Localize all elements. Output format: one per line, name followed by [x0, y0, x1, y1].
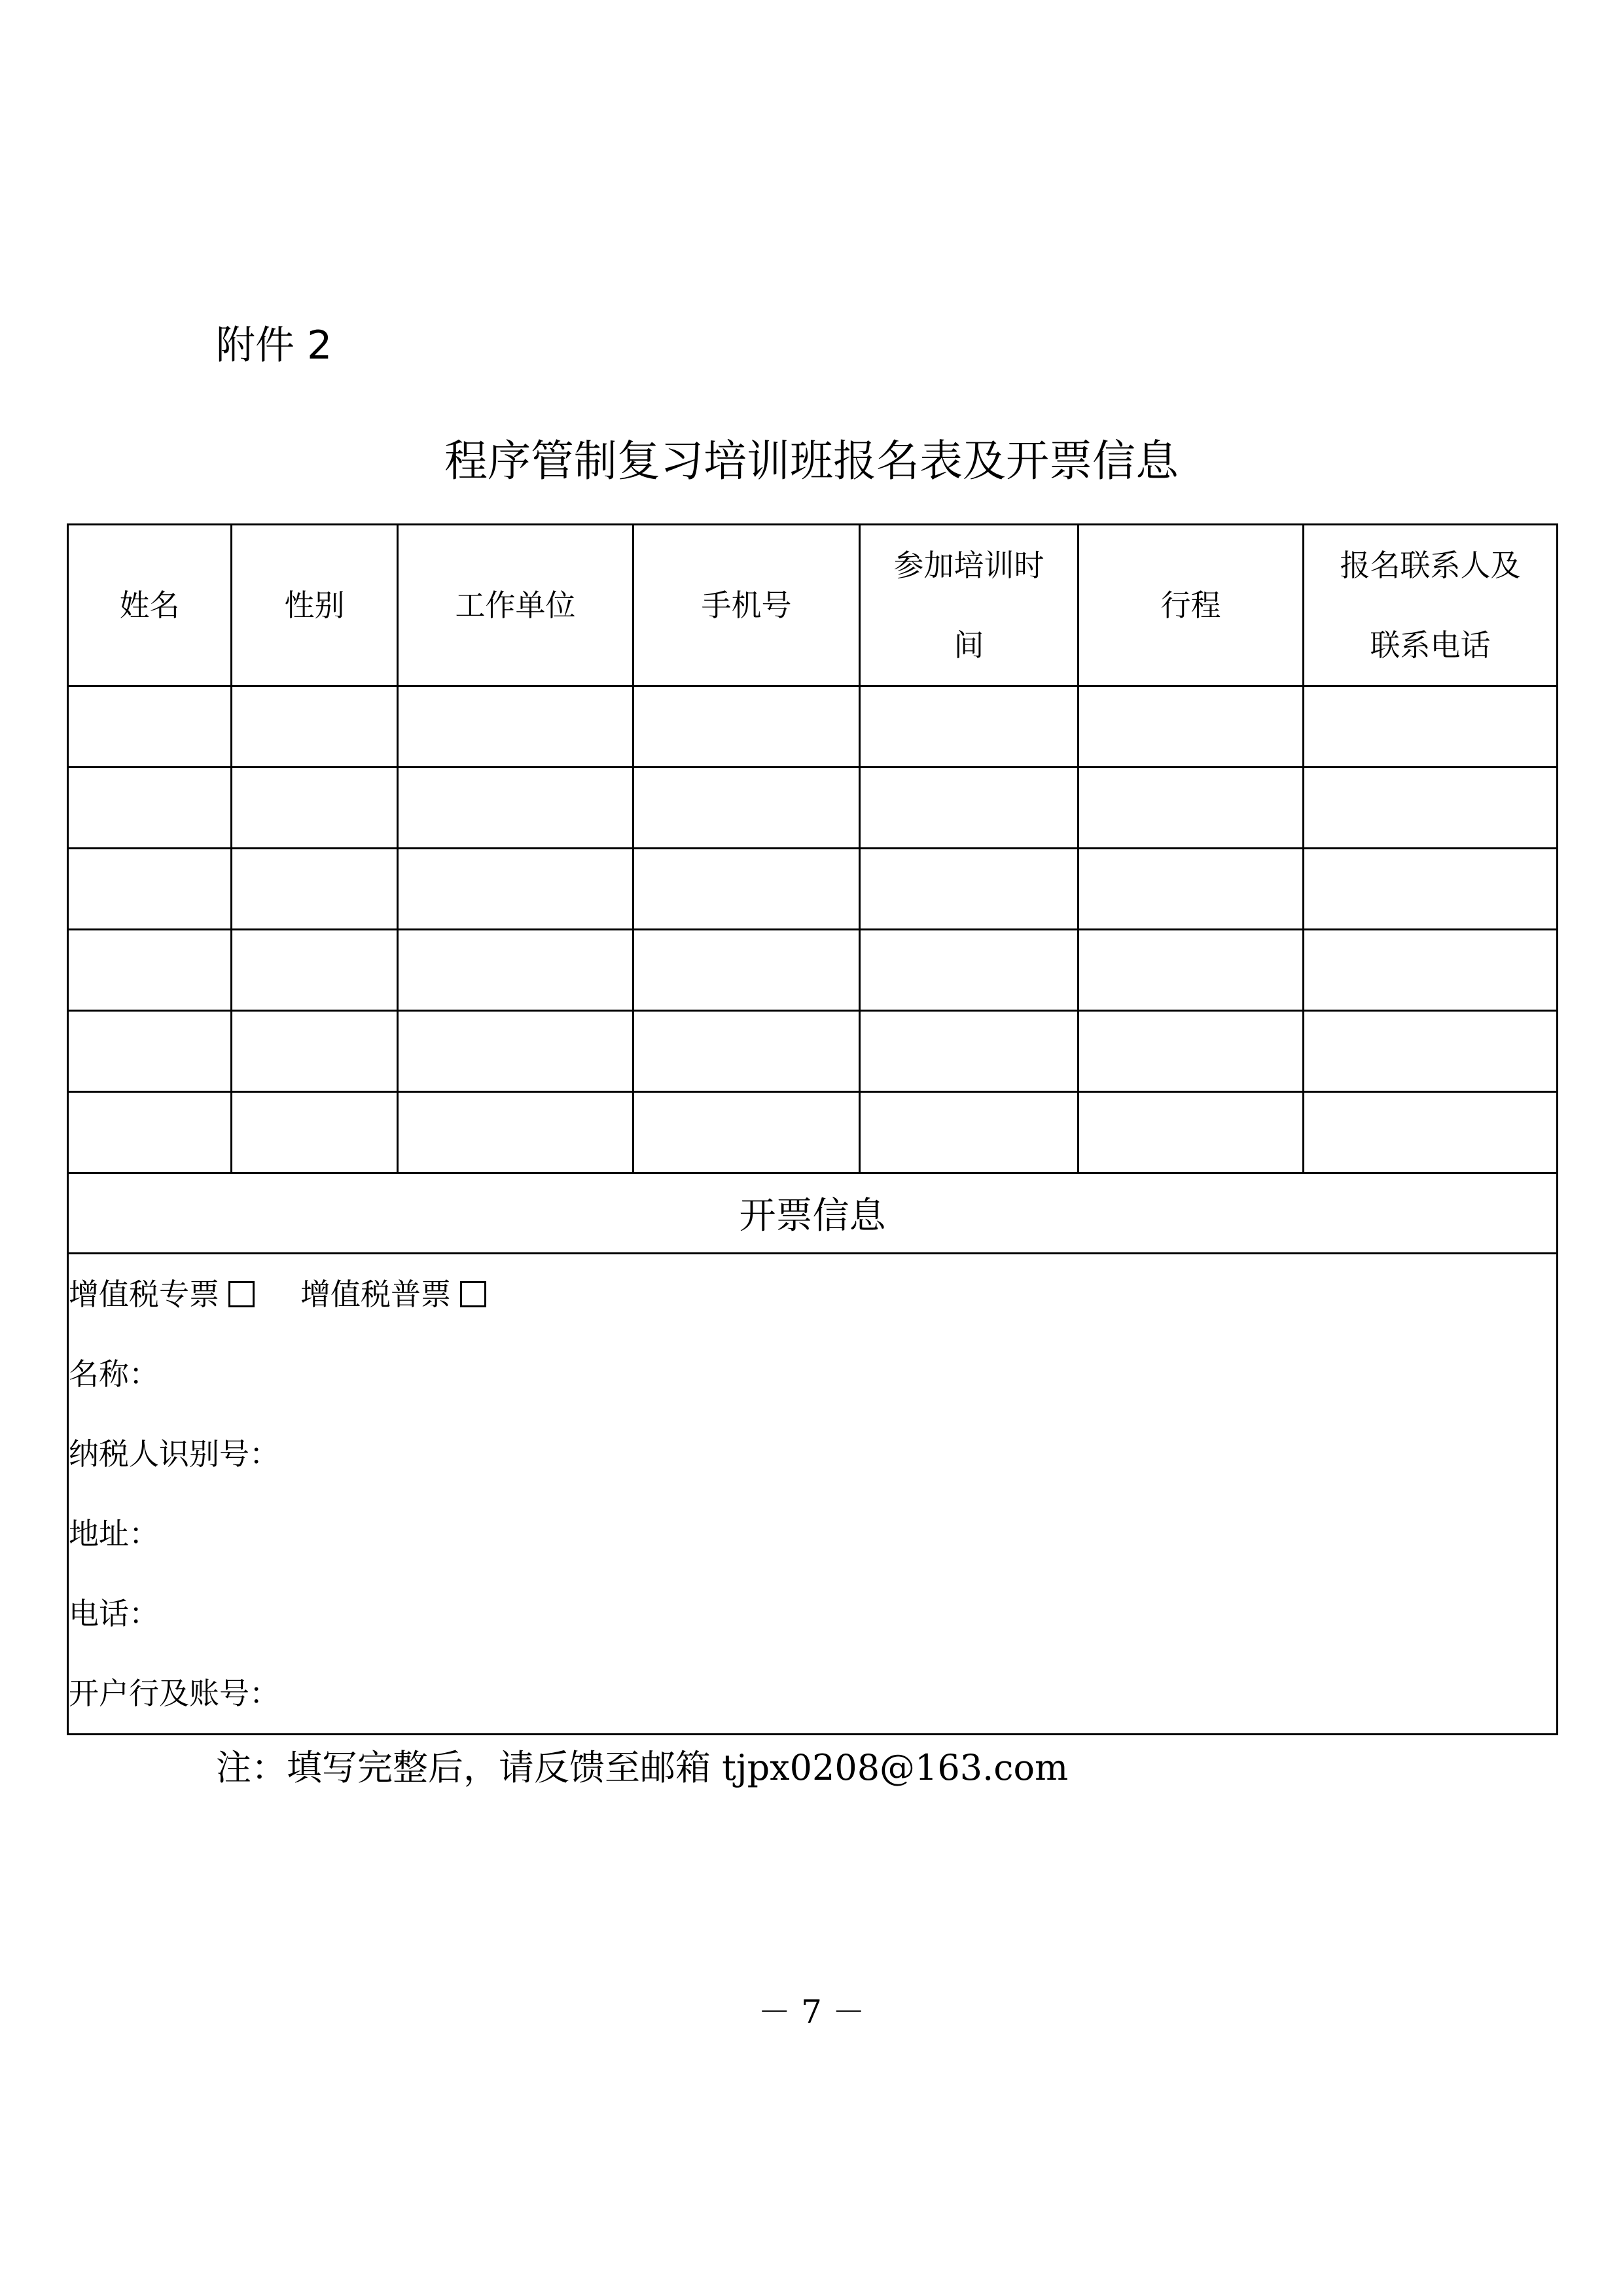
invoice-details-row — [68, 1254, 1558, 1735]
header-itinerary: 行程 — [1079, 525, 1304, 686]
option-general-label: 增值税普票 — [300, 1277, 451, 1312]
table-row — [68, 768, 1558, 849]
table-row — [68, 849, 1558, 930]
name-field[interactable]: 名称： — [69, 1356, 159, 1392]
table-row — [68, 930, 1558, 1011]
tax-id-field[interactable]: 纳税人识别号： — [69, 1436, 279, 1472]
phone-field[interactable]: 电话： — [69, 1596, 159, 1631]
table-row — [68, 1011, 1558, 1092]
invoice-heading-row — [68, 1173, 1558, 1254]
invoice-details — [68, 1254, 1558, 1735]
header-employer: 工作单位 — [398, 525, 633, 686]
general-invoice-checkbox[interactable] — [460, 1281, 486, 1307]
registration-table — [67, 523, 1558, 1735]
header-contact: 报名联系人及 联系电话 — [1304, 525, 1558, 686]
option-special-label: 增值税专票 — [69, 1277, 219, 1312]
table-row — [68, 686, 1558, 768]
submission-note: 注：填写完整后，请反馈至邮箱 tjpx0208@163.com — [216, 1747, 1069, 1788]
page-number: － 7 － — [758, 1993, 865, 2031]
table-row — [68, 1092, 1558, 1173]
bank-account-field[interactable]: 开户行及账号： — [69, 1676, 279, 1711]
page-title: 程序管制复习培训班报名表及开票信息 — [444, 436, 1179, 486]
header-training-time: 参加培训时 间 — [860, 525, 1079, 686]
special-invoice-checkbox[interactable] — [228, 1281, 255, 1307]
header-row — [68, 525, 1558, 686]
header-gender: 性别 — [232, 525, 398, 686]
address-field[interactable]: 地址： — [69, 1516, 159, 1551]
invoice-type-line — [69, 1254, 1556, 1334]
header-mobile: 手机号 — [633, 525, 860, 686]
invoice-heading: 开票信息 — [68, 1173, 1558, 1254]
attachment-label: 附件 2 — [216, 323, 332, 368]
header-name: 姓名 — [68, 525, 232, 686]
